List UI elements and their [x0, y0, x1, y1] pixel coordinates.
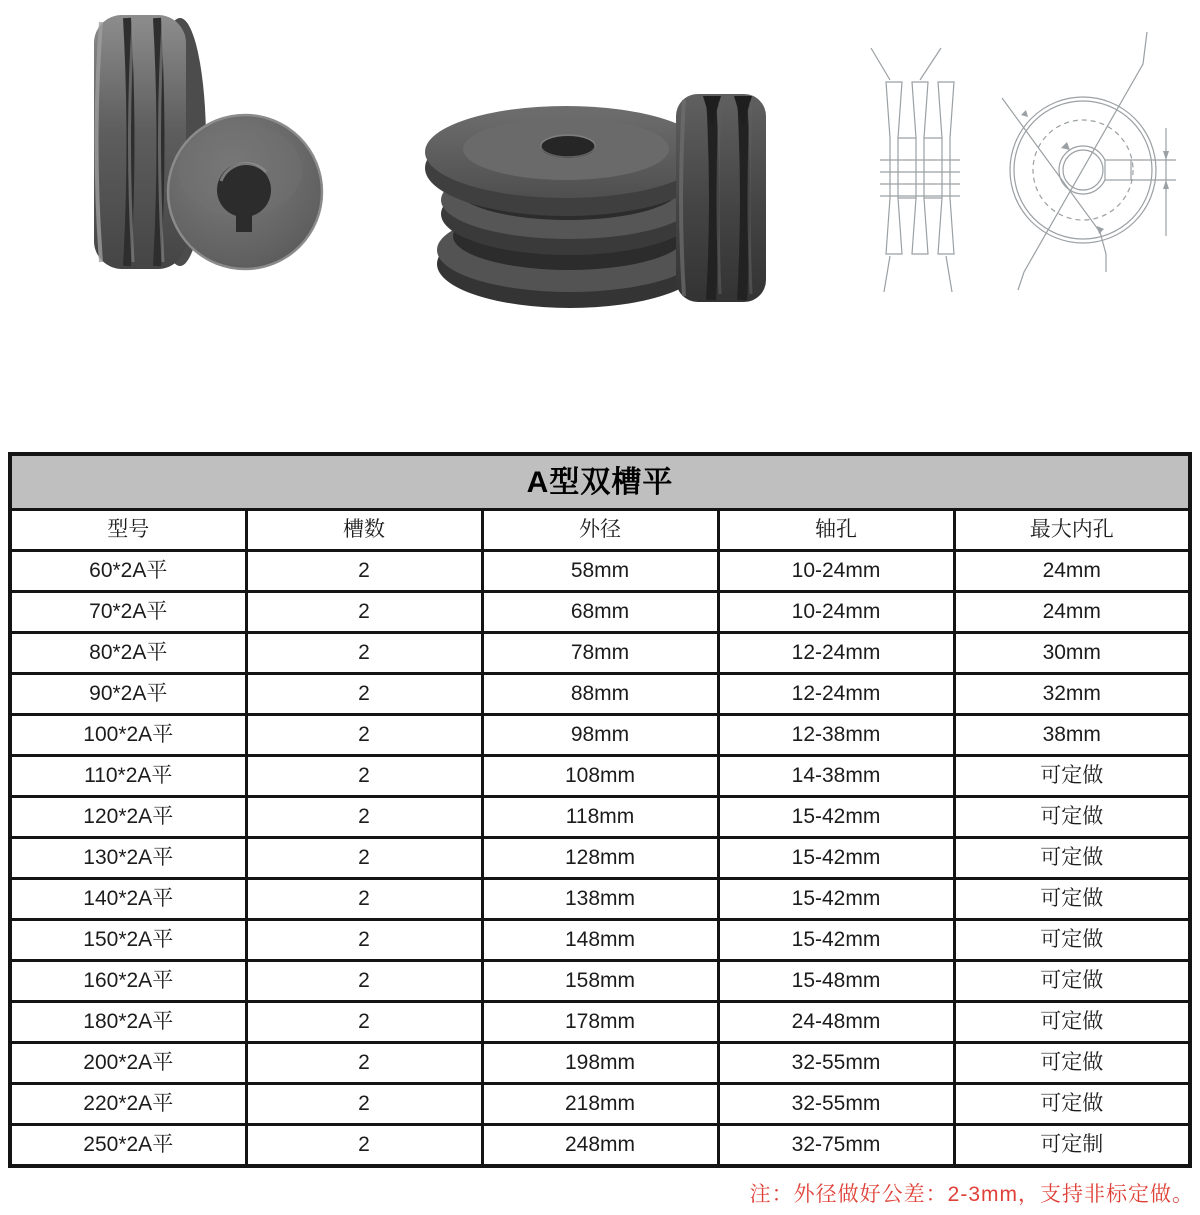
table-cell: 2	[246, 633, 482, 674]
table-cell: 160*2A平	[10, 961, 246, 1002]
table-cell: 15-42mm	[718, 879, 954, 920]
table-cell: 2	[246, 1084, 482, 1125]
table-cell: 可定制	[954, 1125, 1190, 1167]
table-cell: 58mm	[482, 551, 718, 592]
table-cell: 可定做	[954, 756, 1190, 797]
table-cell: 可定做	[954, 797, 1190, 838]
table-cell: 32-55mm	[718, 1043, 954, 1084]
table-cell: 15-42mm	[718, 920, 954, 961]
table-cell: 248mm	[482, 1125, 718, 1167]
table-row	[10, 674, 1190, 715]
technical-drawing	[850, 20, 1180, 300]
table-row	[10, 1084, 1190, 1125]
table-cell: 2	[246, 961, 482, 1002]
bored-pulley-face	[167, 114, 323, 270]
technical-drawing-image	[850, 20, 1180, 300]
table-row	[10, 592, 1190, 633]
table-cell: 可定做	[954, 1043, 1190, 1084]
table-cell: 2	[246, 674, 482, 715]
table-cell: 30mm	[954, 633, 1190, 674]
lying-pulley	[425, 106, 707, 308]
table-cell: 2	[246, 1125, 482, 1167]
table-cell: 148mm	[482, 920, 718, 961]
table-cell: 150*2A平	[10, 920, 246, 961]
table-cell: 24mm	[954, 551, 1190, 592]
table-cell: 38mm	[954, 715, 1190, 756]
table-cell: 98mm	[482, 715, 718, 756]
table-cell: 120*2A平	[10, 797, 246, 838]
table-cell: 178mm	[482, 1002, 718, 1043]
table-cell: 2	[246, 551, 482, 592]
table-cell: 68mm	[482, 592, 718, 633]
table-cell: 88mm	[482, 674, 718, 715]
pulley-photo-middle-image	[420, 40, 780, 320]
drawing-front-view	[1002, 32, 1176, 290]
table-cell: 100*2A平	[10, 715, 246, 756]
table-cell: 128mm	[482, 838, 718, 879]
table-cell: 2	[246, 1043, 482, 1084]
table-cell: 可定做	[954, 920, 1190, 961]
table-row	[10, 551, 1190, 592]
table-cell: 2	[246, 715, 482, 756]
table-cell: 32-55mm	[718, 1084, 954, 1125]
table-cell: 140*2A平	[10, 879, 246, 920]
table-row	[10, 1002, 1190, 1043]
column-header: 槽数	[246, 510, 482, 551]
tolerance-note: 注：外径做好公差：2-3mm，支持非标定做。	[749, 1183, 1194, 1206]
table-cell: 12-38mm	[718, 715, 954, 756]
table-row	[10, 920, 1190, 961]
table-cell: 可定做	[954, 879, 1190, 920]
table-cell: 15-48mm	[718, 961, 954, 1002]
table-cell: 180*2A平	[10, 1002, 246, 1043]
table-cell: 108mm	[482, 756, 718, 797]
table-cell: 80*2A平	[10, 633, 246, 674]
table-cell: 250*2A平	[10, 1125, 246, 1167]
table-cell: 12-24mm	[718, 674, 954, 715]
pulley-photo-middle	[420, 40, 780, 320]
table-cell: 2	[246, 592, 482, 633]
table-cell: 90*2A平	[10, 674, 246, 715]
drawing-side-view	[871, 48, 960, 292]
column-header: 型号	[10, 510, 246, 551]
table-cell: 24mm	[954, 592, 1190, 633]
table-cell: 15-42mm	[718, 797, 954, 838]
table-cell: 24-48mm	[718, 1002, 954, 1043]
table-cell: 2	[246, 756, 482, 797]
table-cell: 10-24mm	[718, 551, 954, 592]
table-cell: 14-38mm	[718, 756, 954, 797]
table-row	[10, 838, 1190, 879]
table-header-row	[10, 510, 1190, 551]
table-cell: 2	[246, 838, 482, 879]
table-cell: 可定做	[954, 1002, 1190, 1043]
table-cell: 130*2A平	[10, 838, 246, 879]
table-cell: 可定做	[954, 1084, 1190, 1125]
column-header: 最大内孔	[954, 510, 1190, 551]
table-cell: 10-24mm	[718, 592, 954, 633]
table-cell: 2	[246, 797, 482, 838]
table-row	[10, 633, 1190, 674]
table-cell: 60*2A平	[10, 551, 246, 592]
table-cell: 220*2A平	[10, 1084, 246, 1125]
table-cell: 78mm	[482, 633, 718, 674]
table-cell: 70*2A平	[10, 592, 246, 633]
table-title: A型双槽平	[10, 454, 1190, 510]
table-cell: 可定做	[954, 961, 1190, 1002]
column-header: 轴孔	[718, 510, 954, 551]
table-row	[10, 1125, 1190, 1167]
table-cell: 218mm	[482, 1084, 718, 1125]
table-cell: 200*2A平	[10, 1043, 246, 1084]
center-bore	[541, 136, 595, 158]
table-cell: 110*2A平	[10, 756, 246, 797]
table-row	[10, 1043, 1190, 1084]
standing-pulley-2	[676, 94, 766, 302]
table-cell: 2	[246, 920, 482, 961]
table-row	[10, 756, 1190, 797]
table-cell: 2	[246, 879, 482, 920]
spec-table	[8, 452, 1192, 1168]
table-cell: 32-75mm	[718, 1125, 954, 1167]
table-cell: 158mm	[482, 961, 718, 1002]
table-row	[10, 879, 1190, 920]
table-row	[10, 715, 1190, 756]
column-header: 外径	[482, 510, 718, 551]
table-title-row	[10, 454, 1190, 510]
table-row	[10, 961, 1190, 1002]
table-cell: 32mm	[954, 674, 1190, 715]
table-row	[10, 797, 1190, 838]
product-gallery	[0, 0, 1200, 340]
table-cell: 可定做	[954, 838, 1190, 879]
spec-table-container	[8, 452, 1192, 1168]
table-cell: 118mm	[482, 797, 718, 838]
pulley-photo-left	[30, 0, 330, 310]
table-cell: 2	[246, 1002, 482, 1043]
table-cell: 198mm	[482, 1043, 718, 1084]
table-cell: 12-24mm	[718, 633, 954, 674]
pulley-photo-left-image	[30, 0, 330, 310]
table-cell: 15-42mm	[718, 838, 954, 879]
table-cell: 138mm	[482, 879, 718, 920]
